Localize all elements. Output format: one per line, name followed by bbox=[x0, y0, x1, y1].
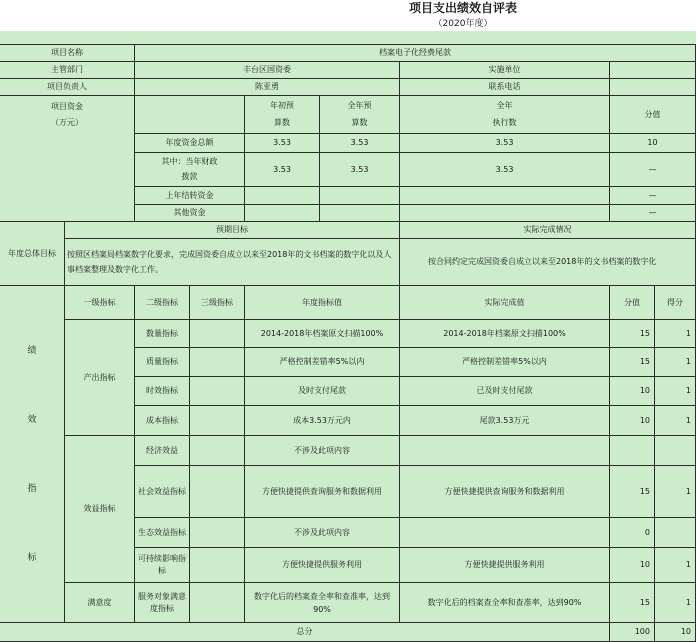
funds-row-total-initial: 3.53 bbox=[245, 134, 320, 153]
page-title: 项目支出绩效自评表 bbox=[408, 1, 517, 15]
funds-header-initial-line2: 算数 bbox=[274, 118, 290, 127]
indicator-score: 0 bbox=[610, 518, 655, 548]
indicator-level3 bbox=[190, 583, 245, 623]
funds-row-other-score: — bbox=[610, 205, 696, 222]
side-label-char-3: 指 bbox=[27, 483, 37, 494]
indicator-name: 质量指标 bbox=[135, 348, 190, 377]
indicator-target: 不涉及此项内容 bbox=[245, 436, 400, 466]
indicator-target: 严格控制差错率5%以内 bbox=[245, 348, 400, 377]
funds-header-score: 分值 bbox=[610, 96, 696, 134]
funds-label-line1: 项目资金 bbox=[51, 102, 83, 111]
funds-row-total-label: 年度资金总额 bbox=[135, 134, 245, 153]
funds-row-fiscal-full: 3.53 bbox=[320, 153, 400, 187]
indicator-level3 bbox=[190, 348, 245, 377]
indicator-score: 15 bbox=[610, 320, 655, 348]
header-level3: 三级指标 bbox=[190, 286, 245, 320]
indicator-got: 1 bbox=[655, 320, 696, 348]
header-level2: 二级指标 bbox=[135, 286, 190, 320]
indicator-level3 bbox=[190, 320, 245, 348]
header-target: 年度指标值 bbox=[245, 286, 400, 320]
indicator-level3 bbox=[190, 377, 245, 406]
funds-header-blank bbox=[135, 96, 245, 134]
group-satisfaction-label: 满意度 bbox=[65, 583, 135, 623]
side-label-char-4: 标 bbox=[27, 552, 37, 563]
indicator-target: 方便快捷提供服务利用 bbox=[245, 548, 400, 583]
funds-row-fiscal-label bbox=[135, 153, 245, 187]
dept-label: 主管部门 bbox=[0, 62, 135, 79]
goal-actual-text: 按合同约定完成国资委自成立以来至2018年的文书档案的数字化 bbox=[400, 239, 696, 286]
total-got: 10 bbox=[655, 623, 696, 642]
indicator-actual: 严格控制差错率5%以内 bbox=[400, 348, 610, 377]
header-level1: 一级指标 bbox=[65, 286, 135, 320]
total-score: 100 bbox=[610, 623, 655, 642]
indicator-score: 15 bbox=[610, 583, 655, 623]
indicator-score: 10 bbox=[610, 377, 655, 406]
indicator-got: 1 bbox=[655, 348, 696, 377]
indicator-actual: 数字化后的档案查全率和查准率，达到90% bbox=[400, 583, 610, 623]
funds-row-total-score: 10 bbox=[610, 134, 696, 153]
funds-label-line2: （万元） bbox=[51, 118, 83, 127]
impl-label: 实施单位 bbox=[400, 62, 610, 79]
indicator-score: 10 bbox=[610, 548, 655, 583]
indicator-score: 10 bbox=[610, 406, 655, 436]
impl-value bbox=[610, 62, 696, 79]
funds-row-fiscal-score: — bbox=[610, 153, 696, 187]
goal-row-label: 年度总体目标 bbox=[0, 222, 65, 286]
header-got: 得分 bbox=[655, 286, 696, 320]
funds-header-initial-line1: 年初预 bbox=[270, 101, 294, 110]
manager-value: 陈亚勇 bbox=[135, 79, 400, 96]
indicator-target: 成本3.53万元内 bbox=[245, 406, 400, 436]
indicator-actual: 2014-2018年档案原文扫描100% bbox=[400, 320, 610, 348]
funds-row-carryover-label: 上年结转资金 bbox=[135, 187, 245, 205]
indicator-got bbox=[655, 518, 696, 548]
indicator-level3 bbox=[190, 436, 245, 466]
funds-row-fiscal-label-line2: 拨款 bbox=[181, 172, 198, 181]
indicator-level3 bbox=[190, 466, 245, 518]
funds-row-carryover-full bbox=[320, 187, 400, 205]
funds-row-other-initial bbox=[245, 205, 320, 222]
header-score: 分值 bbox=[610, 286, 655, 320]
funds-header-full-line1: 全年预 bbox=[347, 101, 372, 110]
indicator-level3 bbox=[190, 548, 245, 583]
indicator-got: 1 bbox=[655, 548, 696, 583]
indicator-name: 经济效益 bbox=[135, 436, 190, 466]
funds-header-initial bbox=[245, 96, 320, 134]
indicator-actual: 方便快捷提供服务利用 bbox=[400, 548, 610, 583]
group-benefit-label: 效益指标 bbox=[65, 436, 135, 583]
funds-header-full bbox=[320, 96, 400, 134]
indicator-actual: 尾款3.53万元 bbox=[400, 406, 610, 436]
project-name-value: 档案电子化经费尾款 bbox=[135, 45, 696, 62]
side-label-char-1: 绩 bbox=[27, 345, 37, 356]
funds-row-total-full: 3.53 bbox=[320, 134, 400, 153]
indicator-actual: 方便快捷提供查询服务和数据利用 bbox=[400, 466, 610, 518]
funds-row-carryover-score: — bbox=[610, 187, 696, 205]
header-actual: 实际完成值 bbox=[400, 286, 610, 320]
funds-header-exec bbox=[400, 96, 610, 134]
project-name-label: 项目名称 bbox=[0, 45, 135, 62]
indicators-side-label bbox=[0, 286, 65, 623]
table-top-band bbox=[0, 31, 696, 44]
indicator-got: 1 bbox=[655, 583, 696, 623]
indicator-name: 社会效益指标 bbox=[135, 466, 190, 518]
funds-row-fiscal-exec: 3.53 bbox=[400, 153, 610, 187]
funds-header-exec-line1: 全年 bbox=[496, 101, 513, 110]
indicator-actual bbox=[400, 518, 610, 548]
indicator-target: 2014-2018年档案原文扫描100% bbox=[245, 320, 400, 348]
indicator-target: 不涉及此项内容 bbox=[245, 518, 400, 548]
indicator-target: 数字化后的档案查全率和查准率，达到90% bbox=[245, 583, 400, 623]
indicator-actual: 已及时支付尾款 bbox=[400, 377, 610, 406]
indicator-level3 bbox=[190, 406, 245, 436]
funds-row-fiscal-label-line1: 其中：当年财政 bbox=[161, 157, 218, 166]
indicator-got: 1 bbox=[655, 377, 696, 406]
indicator-target: 方便快捷提供查询服务和数据利用 bbox=[245, 466, 400, 518]
dept-value: 丰台区国资委 bbox=[135, 62, 400, 79]
indicator-name: 数量指标 bbox=[135, 320, 190, 348]
phone-label: 联系电话 bbox=[400, 79, 610, 96]
indicator-got: 1 bbox=[655, 466, 696, 518]
goal-actual-header: 实际完成情况 bbox=[400, 222, 696, 239]
indicator-score: 15 bbox=[610, 466, 655, 518]
funds-row-other-exec bbox=[400, 205, 610, 222]
group-output-label: 产出指标 bbox=[65, 320, 135, 436]
indicator-level3 bbox=[190, 518, 245, 548]
indicator-name: 服务对象满意度指标 bbox=[135, 583, 190, 623]
funds-header-exec-line2: 执行数 bbox=[492, 118, 517, 127]
indicator-actual bbox=[400, 436, 610, 466]
indicator-target: 及时支付尾款 bbox=[245, 377, 400, 406]
manager-label: 项目负责人 bbox=[0, 79, 135, 96]
indicator-got: 1 bbox=[655, 406, 696, 436]
report-year: （2020年度） bbox=[433, 19, 493, 29]
funds-header-full-line2: 算数 bbox=[351, 118, 368, 127]
side-label-char-2: 效 bbox=[27, 414, 37, 425]
indicator-name: 可持续影响指标 bbox=[135, 548, 190, 583]
indicator-score: 15 bbox=[610, 348, 655, 377]
funds-row-carryover-exec bbox=[400, 187, 610, 205]
indicator-score bbox=[610, 436, 655, 466]
total-label: 总分 bbox=[0, 623, 610, 642]
goal-expected-header: 预期目标 bbox=[65, 222, 400, 239]
funds-row-total-exec: 3.53 bbox=[400, 134, 610, 153]
indicator-name: 时效指标 bbox=[135, 377, 190, 406]
funds-row-other-full bbox=[320, 205, 400, 222]
phone-value bbox=[610, 79, 696, 96]
indicator-name: 生态效益指标 bbox=[135, 518, 190, 548]
indicator-name: 成本指标 bbox=[135, 406, 190, 436]
funds-row-carryover-initial bbox=[245, 187, 320, 205]
funds-row-fiscal-initial: 3.53 bbox=[245, 153, 320, 187]
funds-row-other-label: 其他资金 bbox=[135, 205, 245, 222]
goal-expected-text: 按照区档案局档案数字化要求，完成国资委自成立以来至2018年的文书档案的数字化以及人事档案整理及数字化工作。 bbox=[65, 239, 400, 286]
funds-label bbox=[0, 96, 135, 222]
indicator-got bbox=[655, 436, 696, 466]
